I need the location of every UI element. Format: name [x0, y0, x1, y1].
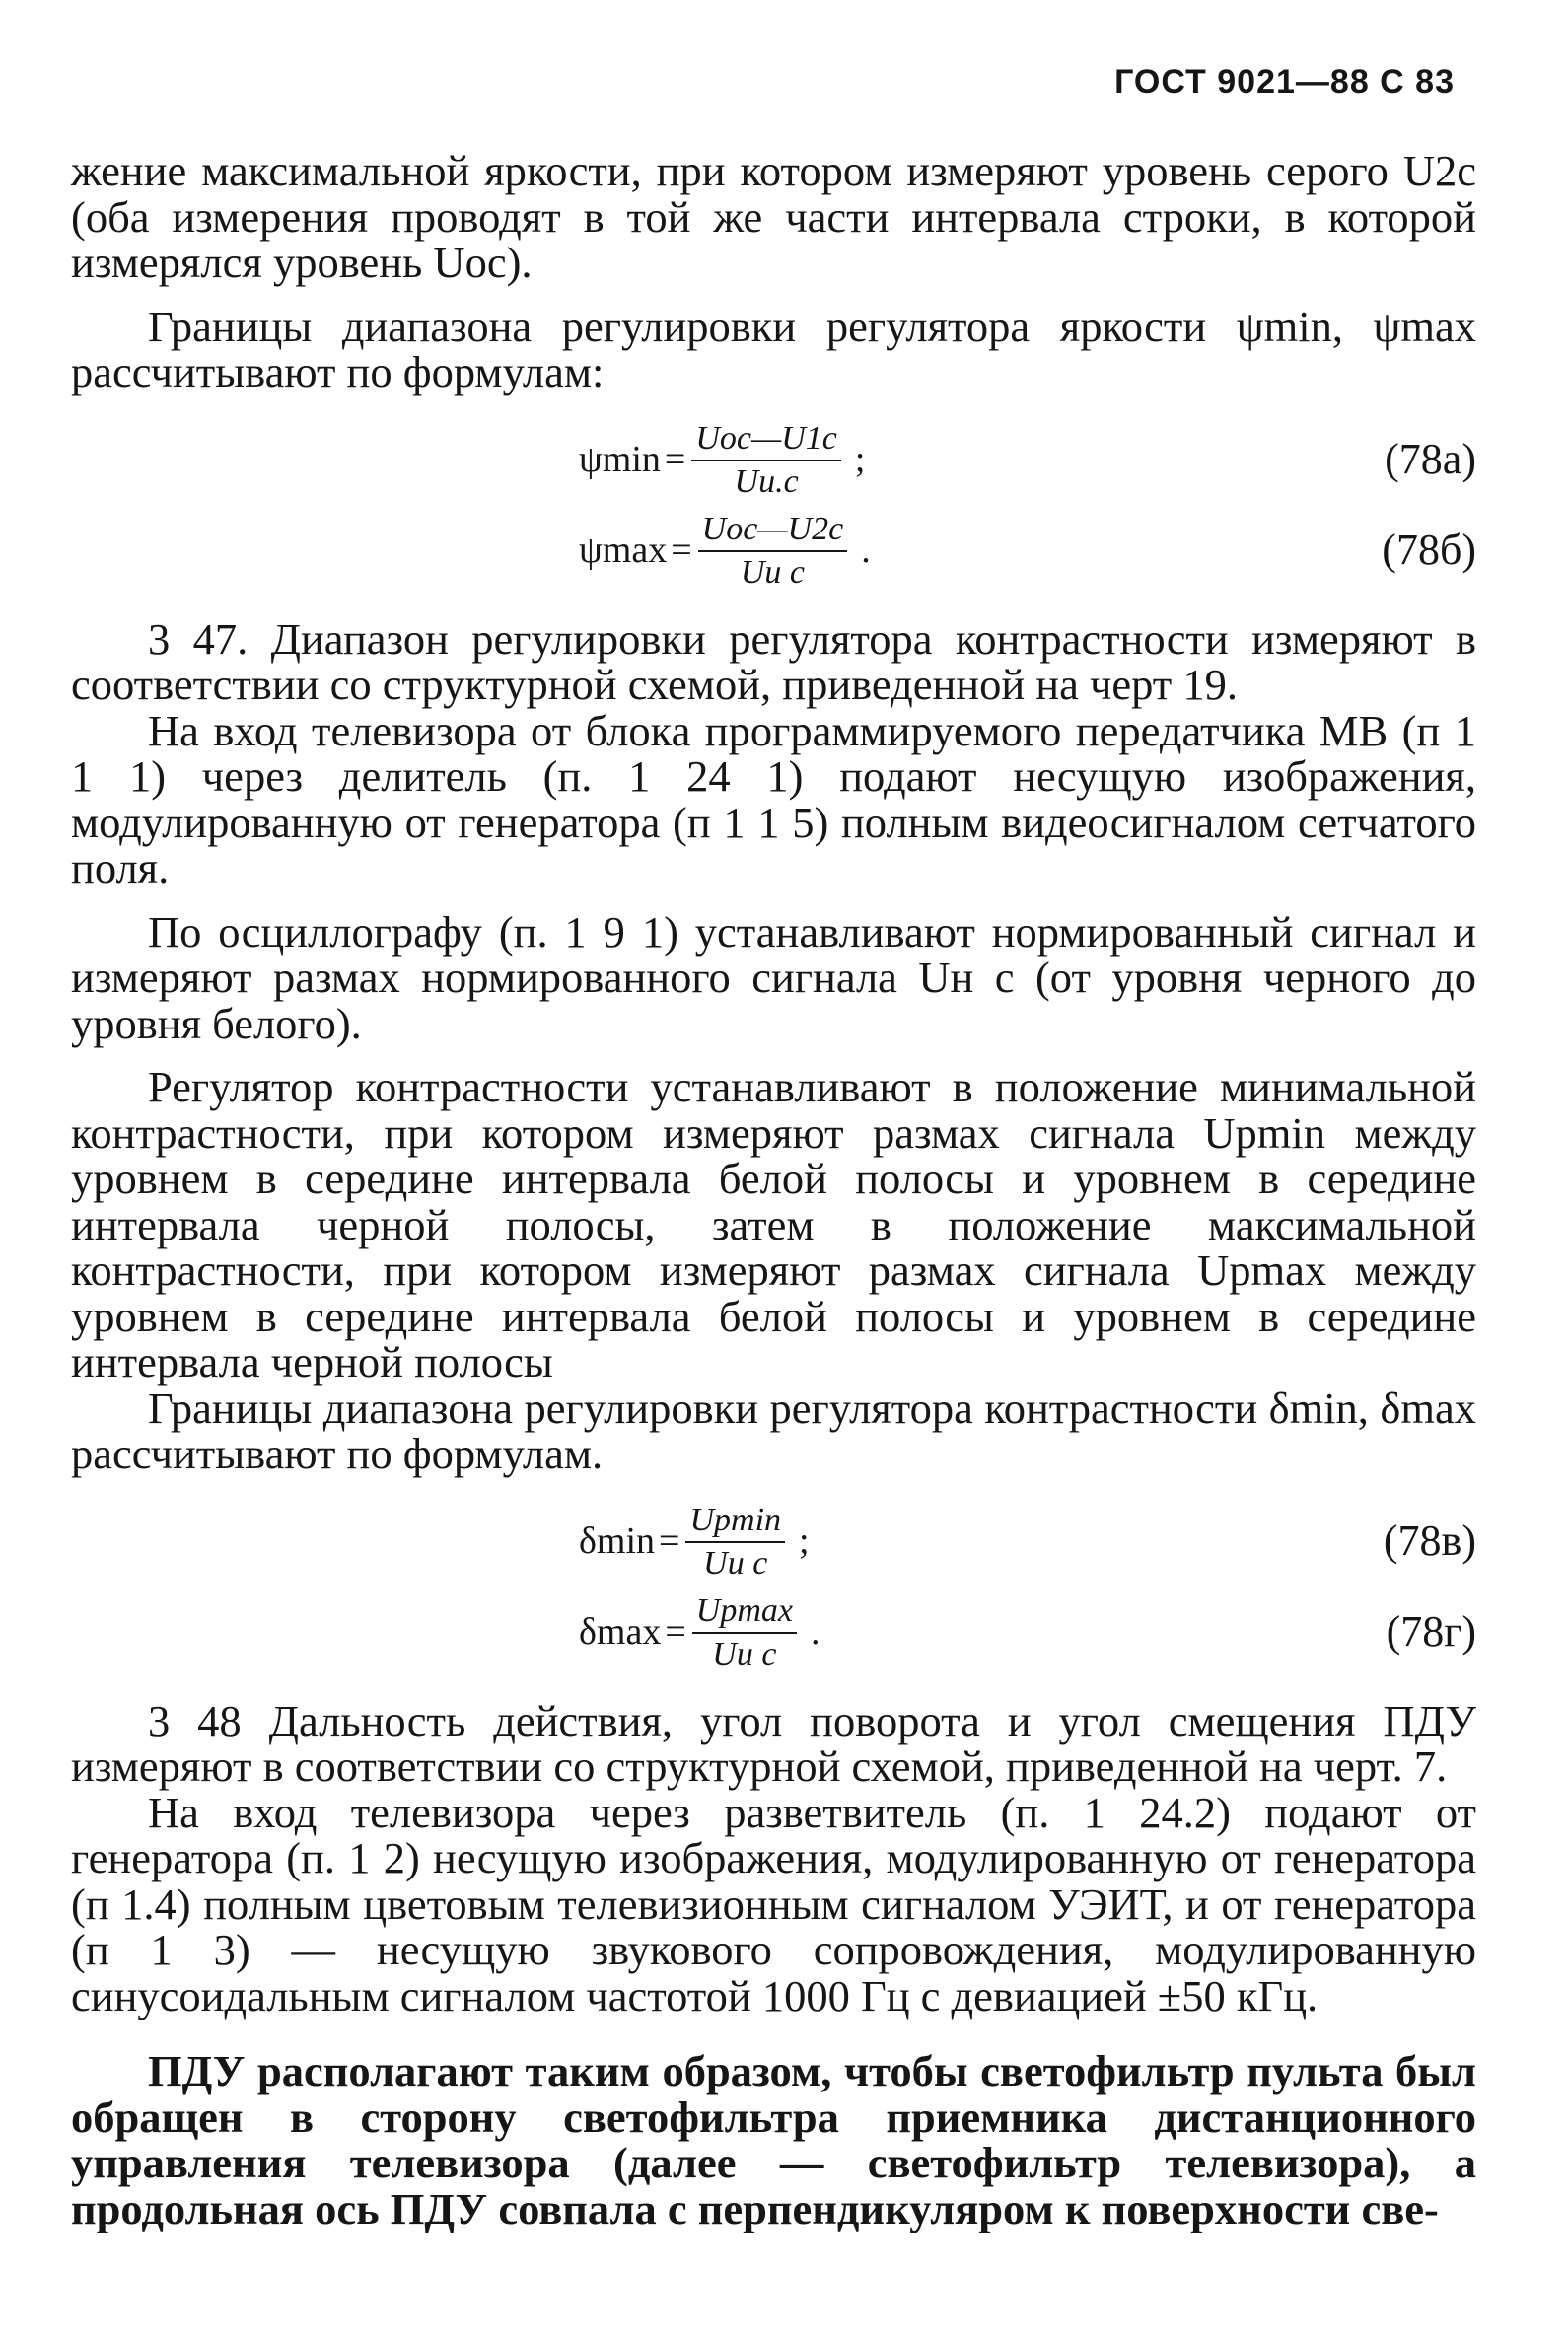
formula-78a-denominator: Uи.с: [734, 462, 799, 500]
formula-78b-number: (78б): [1382, 526, 1476, 575]
formula-78b-fraction: [698, 511, 848, 592]
formula-78v: δmin = $\frac{Upmin}{\text{Uи с}}$ ; (78в): [71, 1499, 1476, 1586]
formula-78b: ψmax = $\frac{\text{Uoc—U2c}}{\text{Uи с}}$ . (78б): [71, 508, 1476, 595]
formula-78g: δmax = $\frac{Upmax}{\text{Uи с}}$ . (78г): [71, 1590, 1476, 1676]
formula-78g-lhs: δmax: [579, 1611, 662, 1654]
paragraph-1: жение максимальной яркости, при котором измеряют уровень серого U2c (оба измерения проводят в той же части интервала строки, в которой измерялся уровень Uoc).: [71, 146, 1476, 287]
formula-78g-punct: .: [810, 1611, 820, 1654]
formula-78b-lhs: ψmax: [579, 530, 668, 572]
body-text: [71, 148, 1476, 2232]
formula-78g-number: (78г): [1386, 1607, 1476, 1657]
paragraph-8: 3 48 Дальность действия, угол поворота и угол смещения ПДУ измеряют в соответствии со структурной схемой, приведенной на черт. 7.: [71, 1695, 1476, 1791]
formula-78v-denominator: Uи с: [703, 1544, 768, 1582]
formula-78b-denominator: Uи с: [740, 553, 805, 591]
paragraph-7: Границы диапазона регулировки регулятора контрастности δmin, δmax рассчитывают по формулам.: [71, 1382, 1476, 1478]
paragraph-3: 3 47. Диапазон регулировки регулятора контрастности измеряют в соответствии со структурной схемой, приведенной на черт 19.: [71, 613, 1476, 709]
paragraph-5: По осциллографу (п. 1 9 1) устанавливают нормированный сигнал и измеряют размах нормированного сигнала Uн с (от уровня черного до уровня белого).: [71, 906, 1476, 1048]
formula-78b-punct: .: [861, 530, 871, 572]
formula-78g-denominator: Uи с: [712, 1635, 777, 1672]
formula-78v-number: (78в): [1383, 1517, 1476, 1566]
formula-78a-fraction: [691, 420, 841, 501]
formula-78a-lhs: ψmin: [579, 439, 661, 481]
formula-78a-punct: ;: [854, 439, 866, 481]
formula-78v-lhs: δmin: [579, 1521, 656, 1563]
formula-78v-numerator: Upmin: [685, 1502, 785, 1543]
formula-78v-fraction: [685, 1502, 785, 1583]
formula-78g-fraction: [692, 1593, 797, 1673]
paragraph-9: На вход телевизора через разветвитель (п. 1 24.2) подают от генератора (п. 1 2) несущую изображения, модулированную от генератора (п 1.4) полным цветовым телевизионным сигналом УЭИТ, и от генератора (п 1 3) — несущую звукового сопровождения, модулированную синусоидальным сигналом частотой 1000 Гц с девиацией ±50 кГц.: [71, 1787, 1476, 2020]
formula-78v-punct: ;: [799, 1521, 810, 1563]
formula-78a-numerator: Uoc—U1c: [691, 420, 841, 461]
formula-78b-numerator: Uoc—U2c: [698, 511, 848, 552]
paragraph-2: Границы диапазона регулировки регулятора яркости ψmin, ψmax рассчитывают по формулам:: [71, 301, 1476, 396]
paragraph-4: На вход телевизора от блока программируемого передатчика МВ (п 1 1 1) через делитель (п. 1 24 1) подают несущую изображения, модулированную от генератора (п 1 1 5) полным видеосигналом сетчатого поля.: [71, 705, 1476, 892]
formula-78a-number: (78а): [1385, 435, 1476, 484]
paragraph-10: ПДУ располагают таким образом, чтобы светофильтр пульта был обращен в сторону светофильтра приемника дистанционного управления телевизора (далее — светофильтр телевизора), а продольная ось ПДУ совпала с перпендикуляром к поверхности све-: [71, 2046, 1476, 2233]
formula-78a: ψmin = $\frac{\text{Uoc—U1c}}{Uи.с}$ ; (78а): [71, 417, 1476, 504]
page-header: ГОСТ 9021—88 С 83: [1114, 63, 1455, 101]
formula-78g-numerator: Upmax: [692, 1593, 797, 1634]
paragraph-6: Регулятор контрастности устанавливают в положение минимальной контрастности, при котором измеряют размах сигнала Upmin между уровнем в середине интервала белой полосы и уровнем в середине интервала черной полосы, затем в положение максимальной контрастности, при котором измеряют размах сигнала Upmax между уровнем в середине интервала белой полосы и уровнем в середине интервала черной полосы: [71, 1062, 1476, 1386]
